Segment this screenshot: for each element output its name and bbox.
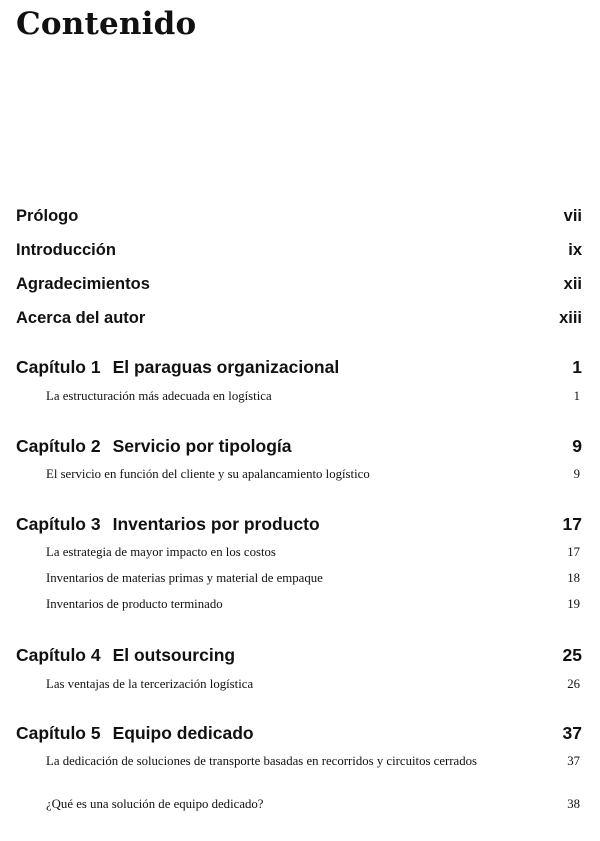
- section-text: El servicio en función del cliente y su apalancamiento logístico: [46, 467, 370, 481]
- chapter-number: Capítulo 3: [16, 514, 101, 534]
- chapter-number: Capítulo 4: [16, 645, 101, 665]
- section-text: La dedicación de soluciones de transporte basadas en recorridos y circuitos cerrados: [46, 754, 478, 768]
- chapter-page: 17: [562, 514, 582, 534]
- chapter-number: Capítulo 1: [16, 357, 101, 377]
- chapter-page: 1: [572, 357, 582, 377]
- section-page: 1: [573, 389, 580, 403]
- section-page: 19: [567, 597, 580, 611]
- chapter-heading-4[interactable]: [16, 645, 582, 666]
- chapter-title: Inventarios por producto: [112, 514, 320, 534]
- toc-entry-page: vii: [563, 207, 582, 225]
- toc-entry-page: ix: [568, 241, 582, 259]
- section-text: ¿Qué es una solución de equipo dedicado?: [46, 797, 264, 811]
- section-entry[interactable]: [46, 753, 580, 770]
- toc-entry-page: xiii: [559, 309, 582, 327]
- section-text: Inventarios de producto terminado: [46, 597, 223, 611]
- toc-entry-label: Prólogo: [16, 207, 79, 225]
- section-entry[interactable]: [46, 796, 580, 813]
- chapter-title: Equipo dedicado: [112, 723, 254, 743]
- section-text: Las ventajas de la tercerización logística: [46, 677, 254, 691]
- chapter-number: Capítulo 5: [16, 723, 101, 743]
- section-page: 17: [567, 545, 580, 559]
- section-text: La estructuración más adecuada en logística: [46, 389, 272, 403]
- section-entry[interactable]: [46, 570, 580, 587]
- chapter-heading-1[interactable]: [16, 357, 582, 378]
- toc-entry-prologo[interactable]: [16, 207, 582, 226]
- section-page: 9: [573, 467, 580, 481]
- section-text: Inventarios de materias primas y material de empaque: [46, 571, 323, 585]
- section-entry[interactable]: [46, 676, 580, 693]
- toc-entry-page: xii: [563, 275, 582, 293]
- chapter-number: Capítulo 2: [16, 436, 101, 456]
- section-entry[interactable]: [46, 544, 580, 561]
- section-page: 26: [567, 677, 580, 691]
- section-page: 37: [567, 754, 580, 768]
- section-page: 18: [567, 571, 580, 585]
- chapter-title: El outsourcing: [112, 645, 236, 665]
- section-entry[interactable]: [46, 388, 580, 405]
- chapter-page: 37: [562, 723, 582, 743]
- chapter-heading-5[interactable]: [16, 723, 582, 744]
- toc-entry-label: Acerca del autor: [16, 309, 146, 327]
- section-text: La estrategia de mayor impacto en los costos: [46, 545, 276, 559]
- toc-entry-agradecimientos[interactable]: [16, 275, 582, 294]
- chapter-page: 25: [562, 645, 582, 665]
- section-entry[interactable]: [46, 466, 580, 483]
- section-entry[interactable]: [46, 596, 580, 613]
- chapter-heading-2[interactable]: [16, 436, 582, 457]
- toc-entry-introduccion[interactable]: [16, 241, 582, 260]
- section-page: 38: [567, 797, 580, 811]
- chapter-title: El paraguas organizacional: [112, 357, 340, 377]
- toc-entry-acerca-del-autor[interactable]: [16, 309, 582, 328]
- page-title: Contenido: [16, 6, 197, 42]
- chapter-page: 9: [572, 436, 582, 456]
- chapter-title: Servicio por tipología: [112, 436, 292, 456]
- chapter-heading-3[interactable]: [16, 514, 582, 535]
- toc-entry-label: Agradecimientos: [16, 275, 150, 293]
- toc-entry-label: Introducción: [16, 241, 116, 259]
